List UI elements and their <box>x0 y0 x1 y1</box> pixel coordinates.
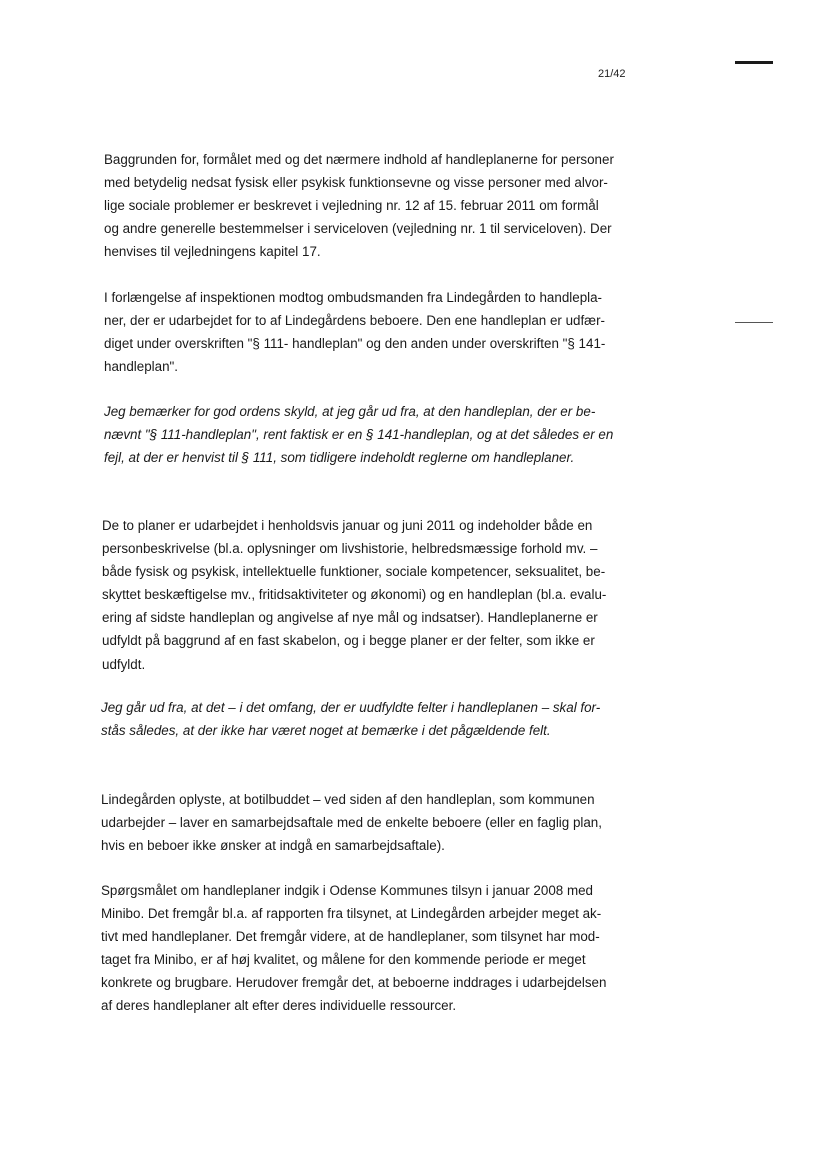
text-line: handleplan". <box>104 359 179 375</box>
text-line: tivt med handleplaner. Det fremgår videre, at de handleplaner, som tilsynet har mod- <box>101 929 600 945</box>
text-line: fejl, at der er henvist til § 111, som tidligere indeholdt reglerne om handleplaner. <box>104 450 575 466</box>
text-line: Spørgsmålet om handleplaner indgik i Odense Kommunes tilsyn i januar 2008 med <box>101 883 593 898</box>
paragraph-assumption-italic <box>101 696 600 742</box>
margin-rule <box>735 322 773 323</box>
text-line: Baggrunden for, formålet med og det nærmere indhold af handleplanerne for personer <box>104 152 614 167</box>
text-line: ering af sidste handleplan og angivelse af nye mål og indsatser). Handleplanerne er <box>102 610 598 626</box>
text-line: ner, der er udarbejdet for to af Lindegårdens beboere. Den ene handleplan er udfær- <box>104 313 606 329</box>
text-line: hvis en beboer ikke ønsker at indgå en samarbejdsaftale). <box>101 838 445 854</box>
text-line: og andre generelle bestemmelser i serviceloven (vejledning nr. 1 til serviceloven). Der <box>104 221 612 237</box>
text-line: konkrete og brugbare. Herudover fremgår det, at beboerne inddrages i udarbejdelsen <box>101 975 607 991</box>
text-line: Jeg bemærker for god ordens skyld, at jeg går ud fra, at den handleplan, der er be- <box>104 404 596 419</box>
text-line: både fysisk og psykisk, intellektuelle funktioner, sociale kompetencer, seksualitet, be- <box>102 564 606 580</box>
text-line: personbeskrivelse (bl.a. oplysninger om livshistorie, helbredsmæssige forhold mv. – <box>102 541 598 557</box>
page-header-rule <box>735 61 773 64</box>
text-line: taget fra Minibo, er af høj kvalitet, og målene for den kommende periode er meget <box>101 952 586 968</box>
text-line: Lindegården oplyste, at botilbuddet – ved siden af den handleplan, som kommunen <box>101 792 595 807</box>
paragraph-background <box>104 148 614 263</box>
text-line: nævnt "§ 111-handleplan", rent faktisk er en § 141-handleplan, og at det således er en <box>104 427 614 443</box>
text-line: henvises til vejledningens kapitel 17. <box>104 244 321 260</box>
text-line: lige sociale problemer er beskrevet i vejledning nr. 12 af 15. februar 2011 om formål <box>104 198 599 214</box>
text-line: af deres handleplaner alt efter deres individuelle ressourcer. <box>101 998 457 1014</box>
paragraph-remark-italic <box>104 400 613 469</box>
text-line: skyttet beskæftigelse mv., fritidsaktiviteter og økonomi) og en handleplan (bl.a. evalu- <box>102 587 607 603</box>
text-line: udfyldt på baggrund af en fast skabelon, og i begge planer er der felter, som ikke er <box>102 633 595 649</box>
text-line: udarbejder – laver en samarbejdsaftale med de enkelte beboere (eller en faglig plan, <box>101 815 602 831</box>
paragraph-cooperation <box>101 788 602 857</box>
page-number: 21/42 <box>598 68 626 80</box>
text-line: stås således, at der ikke har været noget at bemærke i det pågældende felt. <box>101 723 551 739</box>
paragraph-plans <box>102 514 606 676</box>
text-line: De to planer er udarbejdet i henholdsvis januar og juni 2011 og indeholder både en <box>102 518 593 533</box>
paragraph-inspection <box>104 286 605 378</box>
text-line: med betydelig nedsat fysisk eller psykisk funktionsevne og visse personer med alvor- <box>104 175 608 191</box>
text-line: I forlængelse af inspektionen modtog ombudsmanden fra Lindegården to handlepla- <box>104 290 603 305</box>
text-line: Minibo. Det fremgår bl.a. af rapporten fra tilsynet, at Lindegården arbejder meget ak- <box>101 906 602 922</box>
text-line: udfyldt. <box>102 656 146 672</box>
text-line: diget under overskriften "§ 111- handleplan" og den anden under overskriften "§ 141- <box>104 336 606 352</box>
paragraph-supervision <box>101 879 606 1018</box>
text-line: Jeg går ud fra, at det – i det omfang, der er uudfyldte felter i handleplanen – skal for- <box>101 700 601 715</box>
